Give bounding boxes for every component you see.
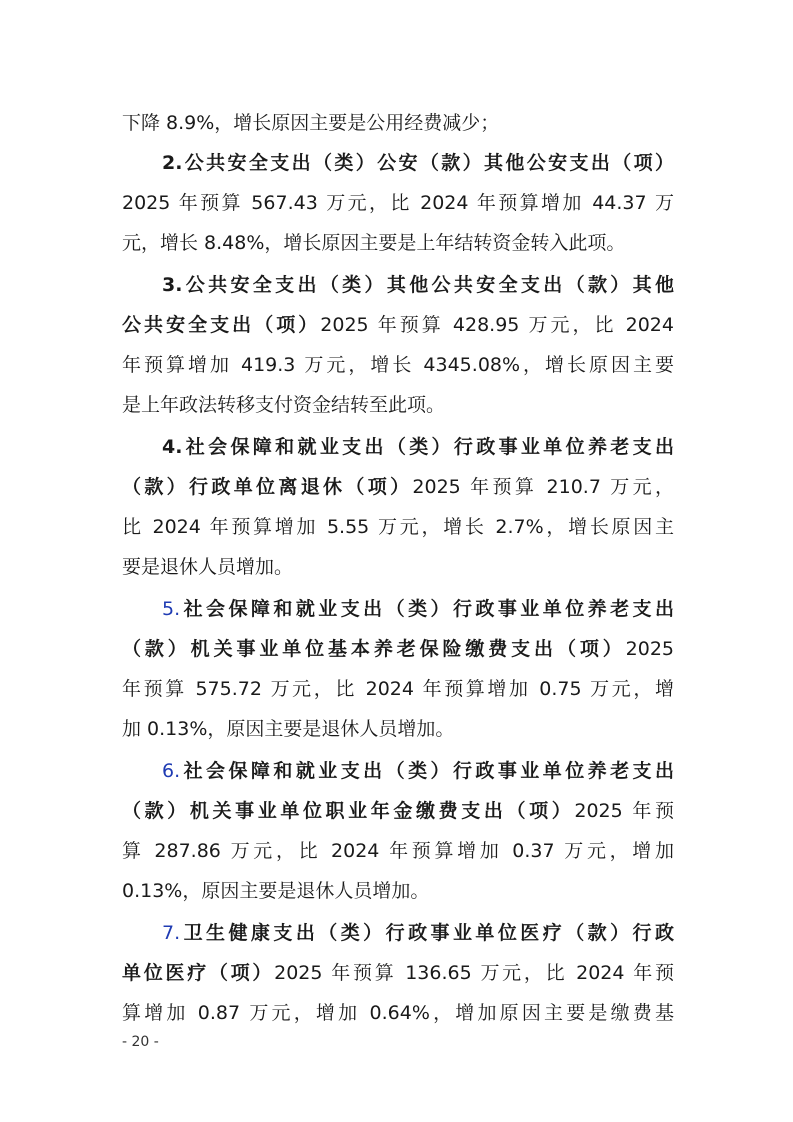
page-number: - 20 - — [122, 1034, 159, 1050]
paragraph-line: 算增加 0.87 万元，增加 0.64%，增加原因主要是缴费基 — [122, 1002, 674, 1024]
paragraph-line: （款）机关事业单位基本养老保险缴费支出（项）2025 — [122, 638, 674, 660]
paragraph-line: 0.13%，原因主要是退休人员增加。 — [122, 880, 430, 902]
section-heading-6: 6.社会保障和就业支出（类）行政事业单位养老支出 — [162, 760, 674, 782]
paragraph-line: 加 0.13%，原因主要是退休人员增加。 — [122, 718, 455, 740]
section-heading-2: 2.公共安全支出（类）公安（款）其他公安支出（项） — [162, 152, 674, 174]
section-heading-7: 7.卫生健康支出（类）行政事业单位医疗（款）行政 — [162, 922, 674, 944]
paragraph-line: 是上年政法转移支付资金结转至此项。 — [122, 394, 446, 416]
paragraph-line: 比 2024 年预算增加 5.55 万元，增长 2.7%，增长原因主 — [122, 516, 674, 538]
section-heading-3: 3.公共安全支出（类）其他公共安全支出（款）其他 — [162, 274, 674, 296]
paragraph-line: 要是退休人员增加。 — [122, 556, 294, 578]
paragraph-line: 公共安全支出（项）2025 年预算 428.95 万元，比 2024 — [122, 314, 674, 336]
paragraph-line: 2025 年预算 567.43 万元，比 2024 年预算增加 44.37 万 — [122, 192, 674, 214]
section-heading-5: 5.社会保障和就业支出（类）行政事业单位养老支出 — [162, 598, 674, 620]
paragraph-line: 单位医疗（项）2025 年预算 136.65 万元，比 2024 年预 — [122, 962, 674, 984]
paragraph-line: （款）机关事业单位职业年金缴费支出（项）2025 年预 — [122, 800, 674, 822]
paragraph-line: 年预算增加 419.3 万元，增长 4345.08%，增长原因主要 — [122, 354, 674, 376]
paragraph-line: （款）行政单位离退休（项）2025 年预算 210.7 万元， — [122, 476, 674, 498]
paragraph-line: 算 287.86 万元，比 2024 年预算增加 0.37 万元，增加 — [122, 840, 674, 862]
section-heading-4: 4.社会保障和就业支出（类）行政事业单位养老支出 — [162, 436, 674, 458]
paragraph-line: 年预算 575.72 万元，比 2024 年预算增加 0.75 万元，增 — [122, 678, 674, 700]
paragraph-line: 元，增长 8.48%，增长原因主要是上年结转资金转入此项。 — [122, 232, 626, 254]
paragraph-line: 下降 8.9%，增长原因主要是公用经费减少； — [122, 112, 500, 134]
